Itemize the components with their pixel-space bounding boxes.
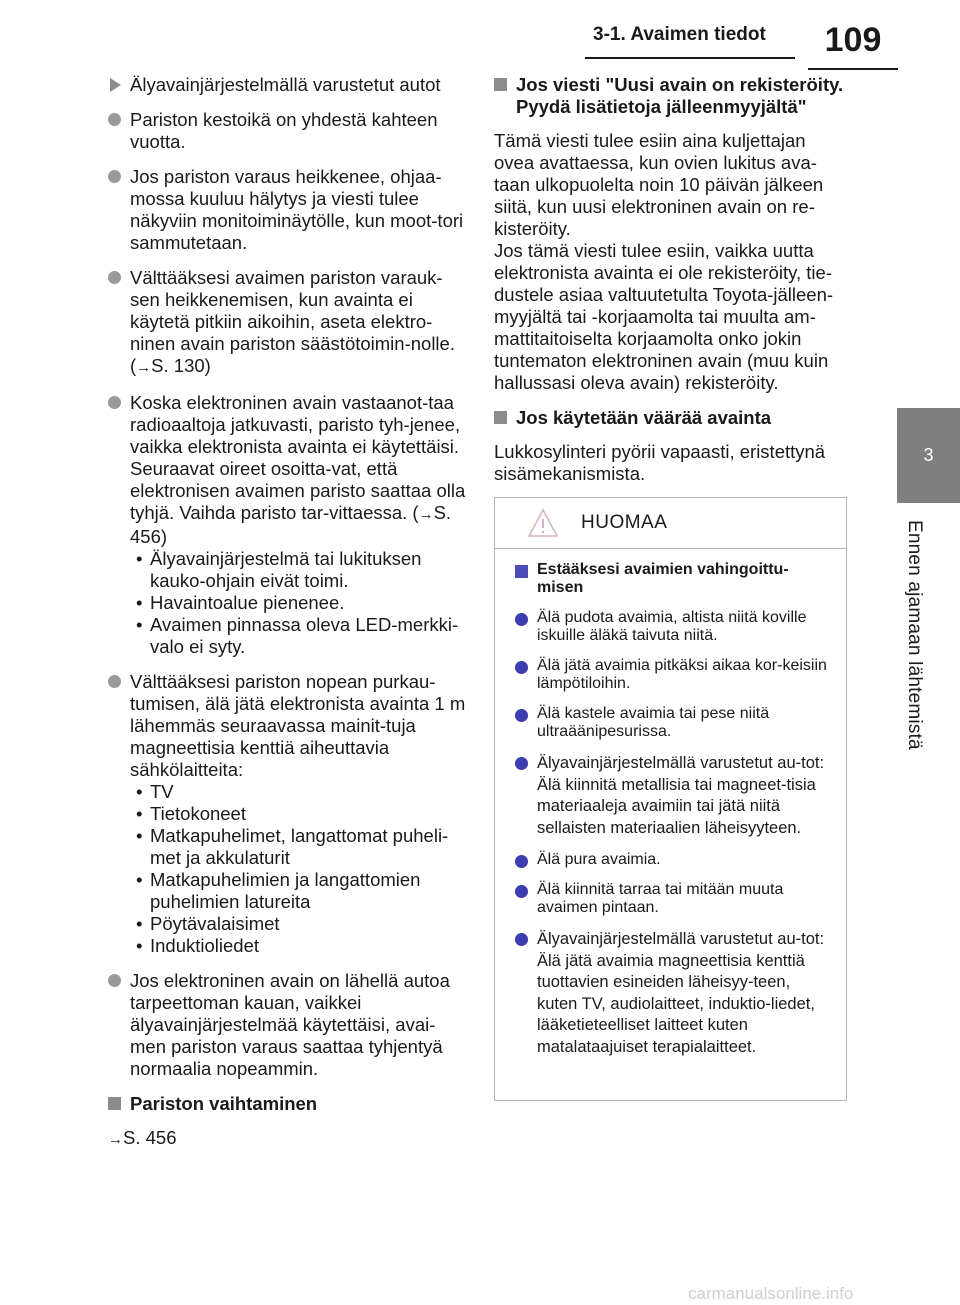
- item-text: Älä pudota avaimia, altista niitä koville iskuille äläkä taivuta niitä.: [537, 609, 807, 644]
- circle-bullet-icon: [108, 113, 121, 126]
- device-item: • Matkapuhelimien ja langattomien puhelimien latureita: [130, 869, 468, 913]
- list-item: [108, 671, 468, 957]
- page-ref-link[interactable]: S. 456: [123, 1127, 177, 1148]
- list-item: [108, 166, 468, 254]
- list-item: [108, 109, 468, 153]
- notice-item: [515, 705, 828, 741]
- triangle-bullet-icon: [110, 78, 121, 92]
- arrow-right-icon: →: [418, 506, 434, 523]
- item-text: Jos pariston varaus heikkenee, ohjaa-mossa kuuluu hälytys ja viesti tulee näkyviin monitoiminäytölle, kun moot-tori sammutetaan.: [130, 166, 464, 253]
- notice-heading: [515, 561, 828, 597]
- paragraph: Lukkosylinteri pyörii vapaasti, eristettynä sisämekanismista.: [494, 441, 826, 484]
- item-text: Älä jätä avaimia pitkäksi aikaa kor-keisiin lämpötiloihin.: [537, 657, 827, 692]
- left-column: [108, 74, 468, 1164]
- page-number: 109: [808, 12, 898, 70]
- item-text: Älyavainjärjestelmällä varustetut au-tot: Älä jätä avaimia magneettisia kenttiä tuottavien esineiden läheisyy-teen, kuten TV, audiolaitteet, induktio-liedet, lääketieteelliset laitteet kuten matalataajuiset terapialaitteet.: [537, 930, 825, 1056]
- circle-bullet-icon: [108, 170, 121, 183]
- warning-icon: [527, 508, 559, 538]
- circle-bullet-icon: [108, 396, 121, 409]
- chapter-label: Ennen ajamaan lähtemistä: [904, 520, 925, 750]
- device-item: • TV: [130, 781, 468, 803]
- notice-item: [515, 929, 828, 1058]
- item-text: Älä pura avaimia.: [537, 851, 661, 868]
- paragraph: Tämä viesti tulee esiin aina kuljettajan ovea avattaessa, kun ovien lukitus ava-taan ulkopuolelta noin 10 päivän jälkeen siitä, kun uusi elektroninen avain on re-kisteröity.: [494, 130, 824, 239]
- arrow-right-icon: →: [136, 359, 152, 376]
- arrow-right-icon: →: [108, 1131, 123, 1148]
- square-bullet-icon: [494, 411, 507, 424]
- device-item: • Pöytävalaisimet: [130, 913, 468, 935]
- watermark: carmanualsonline.info: [688, 1284, 854, 1303]
- item-text: Välttääksesi avaimen pariston varauk-sen heikkenemisen, kun avainta ei käytetä pitkiin aikoihin, aseta elektro-ninen avain pariston säästötoimin-nolle. (: [130, 267, 455, 376]
- wrong-key-heading: [494, 407, 849, 429]
- heading-text: Jos viesti "Uusi avain on rekisteröity. Pyydä lisätietoja jälleenmyyjältä": [516, 74, 844, 117]
- symptom-item: • Avaimen pinnassa oleva LED-merkki-valo ei syty.: [130, 614, 468, 658]
- list-item: [108, 267, 468, 379]
- item-text: Älä kastele avaimia tai pese niitä ultraäänipesurissa.: [537, 705, 770, 740]
- symptom-item: • Havaintoalue pienenee.: [130, 592, 468, 614]
- notice-divider: [495, 548, 846, 549]
- symptom-item: • Älyavainjärjestelmä tai lukituksen kauko-ohjain eivät toimi.: [130, 548, 468, 592]
- notice-item: [515, 753, 828, 839]
- chapter-tab[interactable]: 3: [897, 408, 960, 503]
- item-text: Jos elektroninen avain on lähellä autoa tarpeettoman kauan, vaikkei älyavainjärjestelmää käytettäisi, avai-men pariston varaus saattaa tyhjentyä normaalia nopeammin.: [130, 970, 450, 1079]
- circle-bullet-icon: [515, 933, 528, 946]
- heading-text: Pariston vaihtaminen: [130, 1093, 318, 1114]
- heading-text: Estääksesi avaimien vahingoittu-misen: [537, 561, 789, 596]
- device-item: • Induktioliedet: [130, 935, 468, 957]
- list-item: [108, 970, 468, 1080]
- circle-bullet-icon: [515, 885, 528, 898]
- notice-item: [515, 657, 828, 693]
- circle-bullet-icon: [515, 757, 528, 770]
- new-key-heading: [494, 74, 849, 118]
- heading-text: Jos käytetään väärää avainta: [516, 407, 772, 428]
- circle-bullet-icon: [108, 271, 121, 284]
- notice-header: [527, 498, 828, 548]
- square-bullet-icon: [515, 565, 528, 578]
- square-bullet-icon: [494, 78, 507, 91]
- item-text: Pariston kestoikä on yhdestä kahteen vuotta.: [130, 109, 438, 152]
- intro-item: [108, 74, 468, 96]
- section-title: 3-1. Avaimen tiedot: [593, 24, 766, 45]
- list-item: [108, 392, 468, 658]
- page-ref-link[interactable]: S. 456): [130, 502, 452, 547]
- notice-box: [494, 497, 847, 1101]
- item-text: Älyavainjärjestelmällä varustetut au-tot: Älä kiinnitä metallisia tai magneet-tisia materiaaleja avaimiin tai jätä niitä sellaisten materiaalien läheisyyteen.: [537, 754, 825, 837]
- circle-bullet-icon: [515, 613, 528, 626]
- item-text: Älä kiinnitä tarraa tai mitään muuta avaimen pintaan.: [537, 881, 784, 916]
- paragraph: Jos tämä viesti tulee esiin, vaikka uutta elektronista avainta ei ole rekisteröity, tie-dustele asiaa valtuutetulta Toyota-jälleen-myyjältä tai -korjaamolta tai muulta am-mattitaitoiselta korjaamolta onko jokin tuntematon elektroninen avain (muu kuin hallussasi oleva avain) rekisteröity.: [494, 240, 834, 393]
- battery-heading: [108, 1093, 468, 1115]
- notice-title: HUOMAA: [581, 512, 668, 533]
- header-rule: [585, 57, 795, 59]
- page-ref-link[interactable]: S. 130): [151, 355, 211, 376]
- battery-ref: [108, 1127, 468, 1151]
- square-bullet-icon: [108, 1097, 121, 1110]
- notice-item: [515, 881, 828, 917]
- item-text: Välttääksesi pariston nopean purkau-tumisen, älä jätä elektronista avainta 1 m lähemmäs seuraavassa mainit-tuja magneettisia kenttiä aiheuttavia sähkölaitteita:: [130, 671, 466, 780]
- device-item: • Matkapuhelimet, langattomat puheli-met ja akkulaturit: [130, 825, 468, 869]
- notice-item: [515, 609, 828, 645]
- circle-bullet-icon: [108, 974, 121, 987]
- intro-text: Älyavainjärjestelmällä varustetut autot: [130, 74, 441, 95]
- right-column: [494, 74, 849, 498]
- circle-bullet-icon: [515, 855, 528, 868]
- device-item: • Tietokoneet: [130, 803, 468, 825]
- item-text: Koska elektroninen avain vastaanot-taa radioaaltoja jatkuvasti, paristo tyh-jenee, vaikka elektronista avainta ei käytettäisi. Seuraavat oireet osoitta-vat, että elektronisen avaimen paristo saattaa olla tyhjä. Vaihda paristo tar-vittaessa. (: [130, 392, 466, 523]
- circle-bullet-icon: [515, 709, 528, 722]
- circle-bullet-icon: [108, 675, 121, 688]
- circle-bullet-icon: [515, 661, 528, 674]
- notice-item: [515, 851, 828, 869]
